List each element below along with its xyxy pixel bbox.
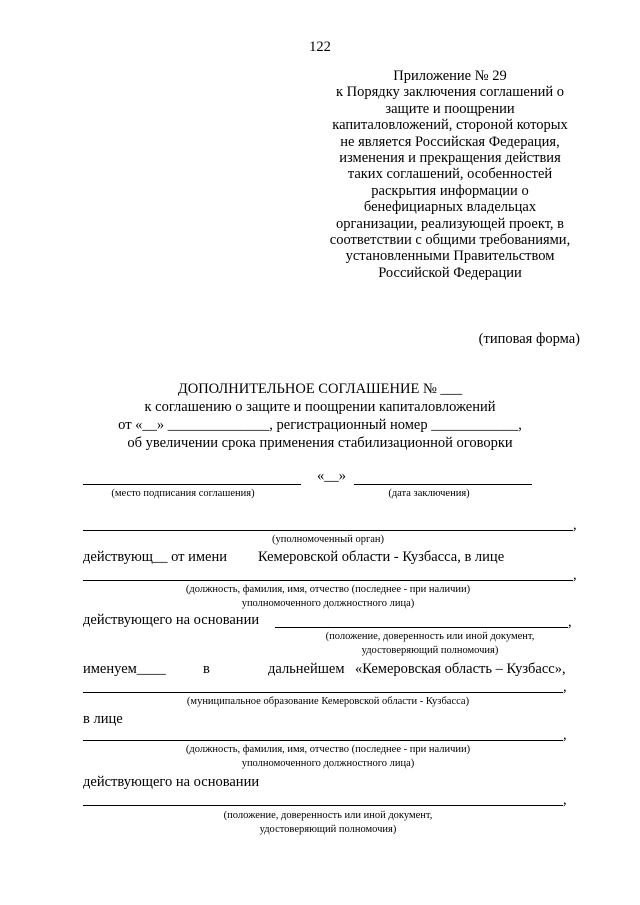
named-word: именуем____ (83, 661, 166, 677)
official2-caption: уполномоченного должностного лица) (241, 758, 415, 769)
appendix-line: защите и поощрении (385, 100, 515, 117)
basis-line[interactable] (275, 627, 568, 628)
title-line: к соглашению о защите и поощрении капиталовложений (144, 399, 496, 415)
title-line: от «__» ______________, регистрационный номер ____________, (118, 417, 522, 433)
appendix-line: соответствии с общими требованиями, (329, 232, 571, 249)
official2-caption: (должность, фамилия, имя, отчество (последнее - при наличии) (185, 744, 471, 755)
appendix-line: капиталовложений, стороной которых (332, 117, 568, 134)
appendix-line: не является Российская Федерация, (340, 133, 560, 150)
comma: , (563, 792, 567, 808)
doc-caption: удостоверяющий полномочия) (361, 645, 499, 656)
title-line: об увеличении срока применения стабилизационной оговорки (127, 435, 513, 451)
appendix-line: раскрытия информации о (371, 182, 529, 199)
appendix-line: к Порядку заключения соглашений о (336, 84, 564, 101)
appendix-line: Российской Федерации (378, 264, 522, 281)
municipal-line[interactable] (83, 692, 563, 693)
appendix-line: установленными Правительством (345, 248, 555, 265)
date-field-line[interactable] (354, 484, 532, 485)
doc2-caption: (положение, доверенность или иной документ, (223, 810, 433, 821)
authorized-body-line[interactable] (83, 530, 573, 531)
appendix-header (310, 68, 590, 281)
municipal-caption: (муниципальное образование Кемеровской области - Кузбасса) (186, 696, 470, 707)
acting-region: Кемеровской области - Кузбасса, в лице (258, 549, 505, 565)
authorized-body-caption: (уполномоченный орган) (271, 534, 385, 545)
form-type-label: (типовая форма) (478, 331, 580, 347)
appendix-line: Приложение № 29 (393, 68, 507, 84)
doc2-caption: удостоверяющий полномочия) (259, 824, 397, 835)
official-caption: уполномоченного должностного лица) (241, 598, 415, 609)
named-word: дальнейшем (268, 661, 345, 677)
appendix-line: бенефициарных владельцах (363, 199, 537, 216)
place-field-line[interactable] (83, 484, 301, 485)
date-caption: (дата заключения) (388, 488, 470, 499)
basis2-label: действующего на основании (83, 774, 260, 790)
comma: , (563, 727, 567, 743)
doc-caption: (положение, доверенность или иной документ, (325, 631, 535, 642)
comma: , (573, 517, 577, 533)
comma: , (563, 679, 567, 695)
comma: , (573, 567, 577, 583)
named-word: в (203, 661, 210, 677)
title-line: ДОПОЛНИТЕЛЬНОЕ СОГЛАШЕНИЕ № ___ (177, 381, 463, 397)
page-number: 122 (309, 39, 331, 55)
named-word: «Кемеровская область – Кузбасс», (355, 661, 566, 677)
comma: , (568, 614, 572, 630)
in-person-label: в лице (83, 711, 123, 727)
appendix-line: организации, реализующей проект, в (335, 215, 565, 232)
official-line[interactable] (83, 580, 573, 581)
date-day-quote: «__» (317, 468, 346, 484)
appendix-line: таких соглашений, особенностей (347, 166, 553, 183)
agreement-title (80, 380, 560, 452)
appendix-line: изменения и прекращения действия (339, 150, 561, 167)
acting-prefix: действующ__ от имени (83, 549, 227, 565)
basis-label: действующего на основании (83, 612, 260, 628)
official-caption: (должность, фамилия, имя, отчество (последнее - при наличии) (185, 584, 471, 595)
official2-line[interactable] (83, 740, 563, 741)
basis2-line[interactable] (83, 805, 563, 806)
place-caption: (место подписания соглашения) (111, 488, 255, 499)
